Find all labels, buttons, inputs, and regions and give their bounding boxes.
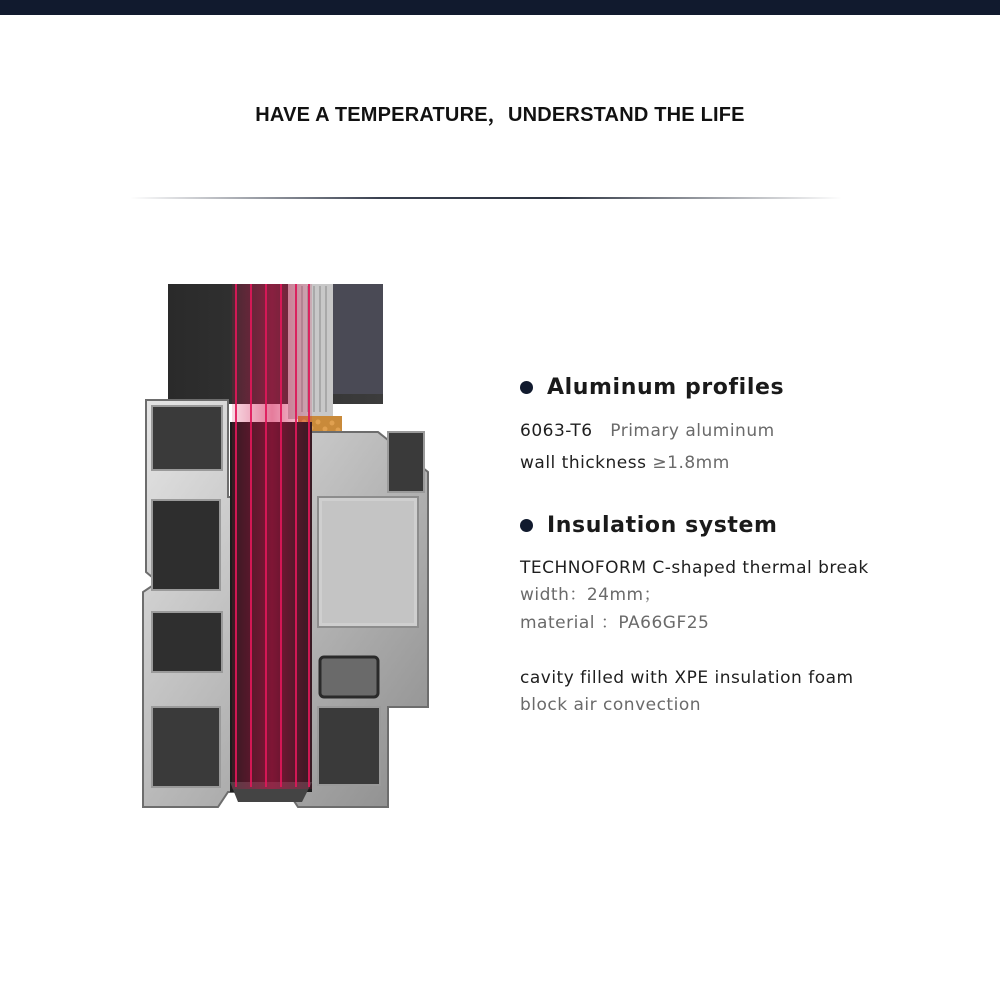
insulation-section-title — [520, 508, 778, 542]
thermal-break-width: width：24mm； — [520, 585, 662, 605]
profile-cross-section-image — [138, 282, 430, 812]
wall-thickness-value: ≥1.8mm — [652, 453, 730, 473]
wall-thickness-label: wall thickness — [520, 453, 647, 473]
wall-thickness-line — [520, 449, 730, 477]
page-headline: HAVE A TEMPERATURE，UNDERSTAND THE LIFE — [255, 104, 745, 126]
bullet-icon — [520, 519, 533, 532]
bullet-icon — [520, 381, 533, 394]
thermal-break-material: material ：PA66GF25 — [520, 613, 710, 633]
air-convection-line: block air convection — [520, 695, 701, 715]
cavity-foam-line: cavity filled with XPE insulation foam — [520, 668, 854, 688]
aluminum-grade-line — [520, 417, 775, 445]
aluminum-grade-desc: Primary aluminum — [610, 421, 775, 441]
aluminum-section-title — [520, 370, 784, 404]
thermal-break-line: TECHNOFORM C-shaped thermal break — [520, 558, 869, 578]
aluminum-grade: 6063-T6 — [520, 421, 593, 441]
header-divider — [130, 197, 842, 199]
insulation-title-text: Insulation system — [547, 512, 778, 538]
top-bar — [0, 0, 1000, 15]
aluminum-title-text: Aluminum profiles — [547, 374, 785, 400]
